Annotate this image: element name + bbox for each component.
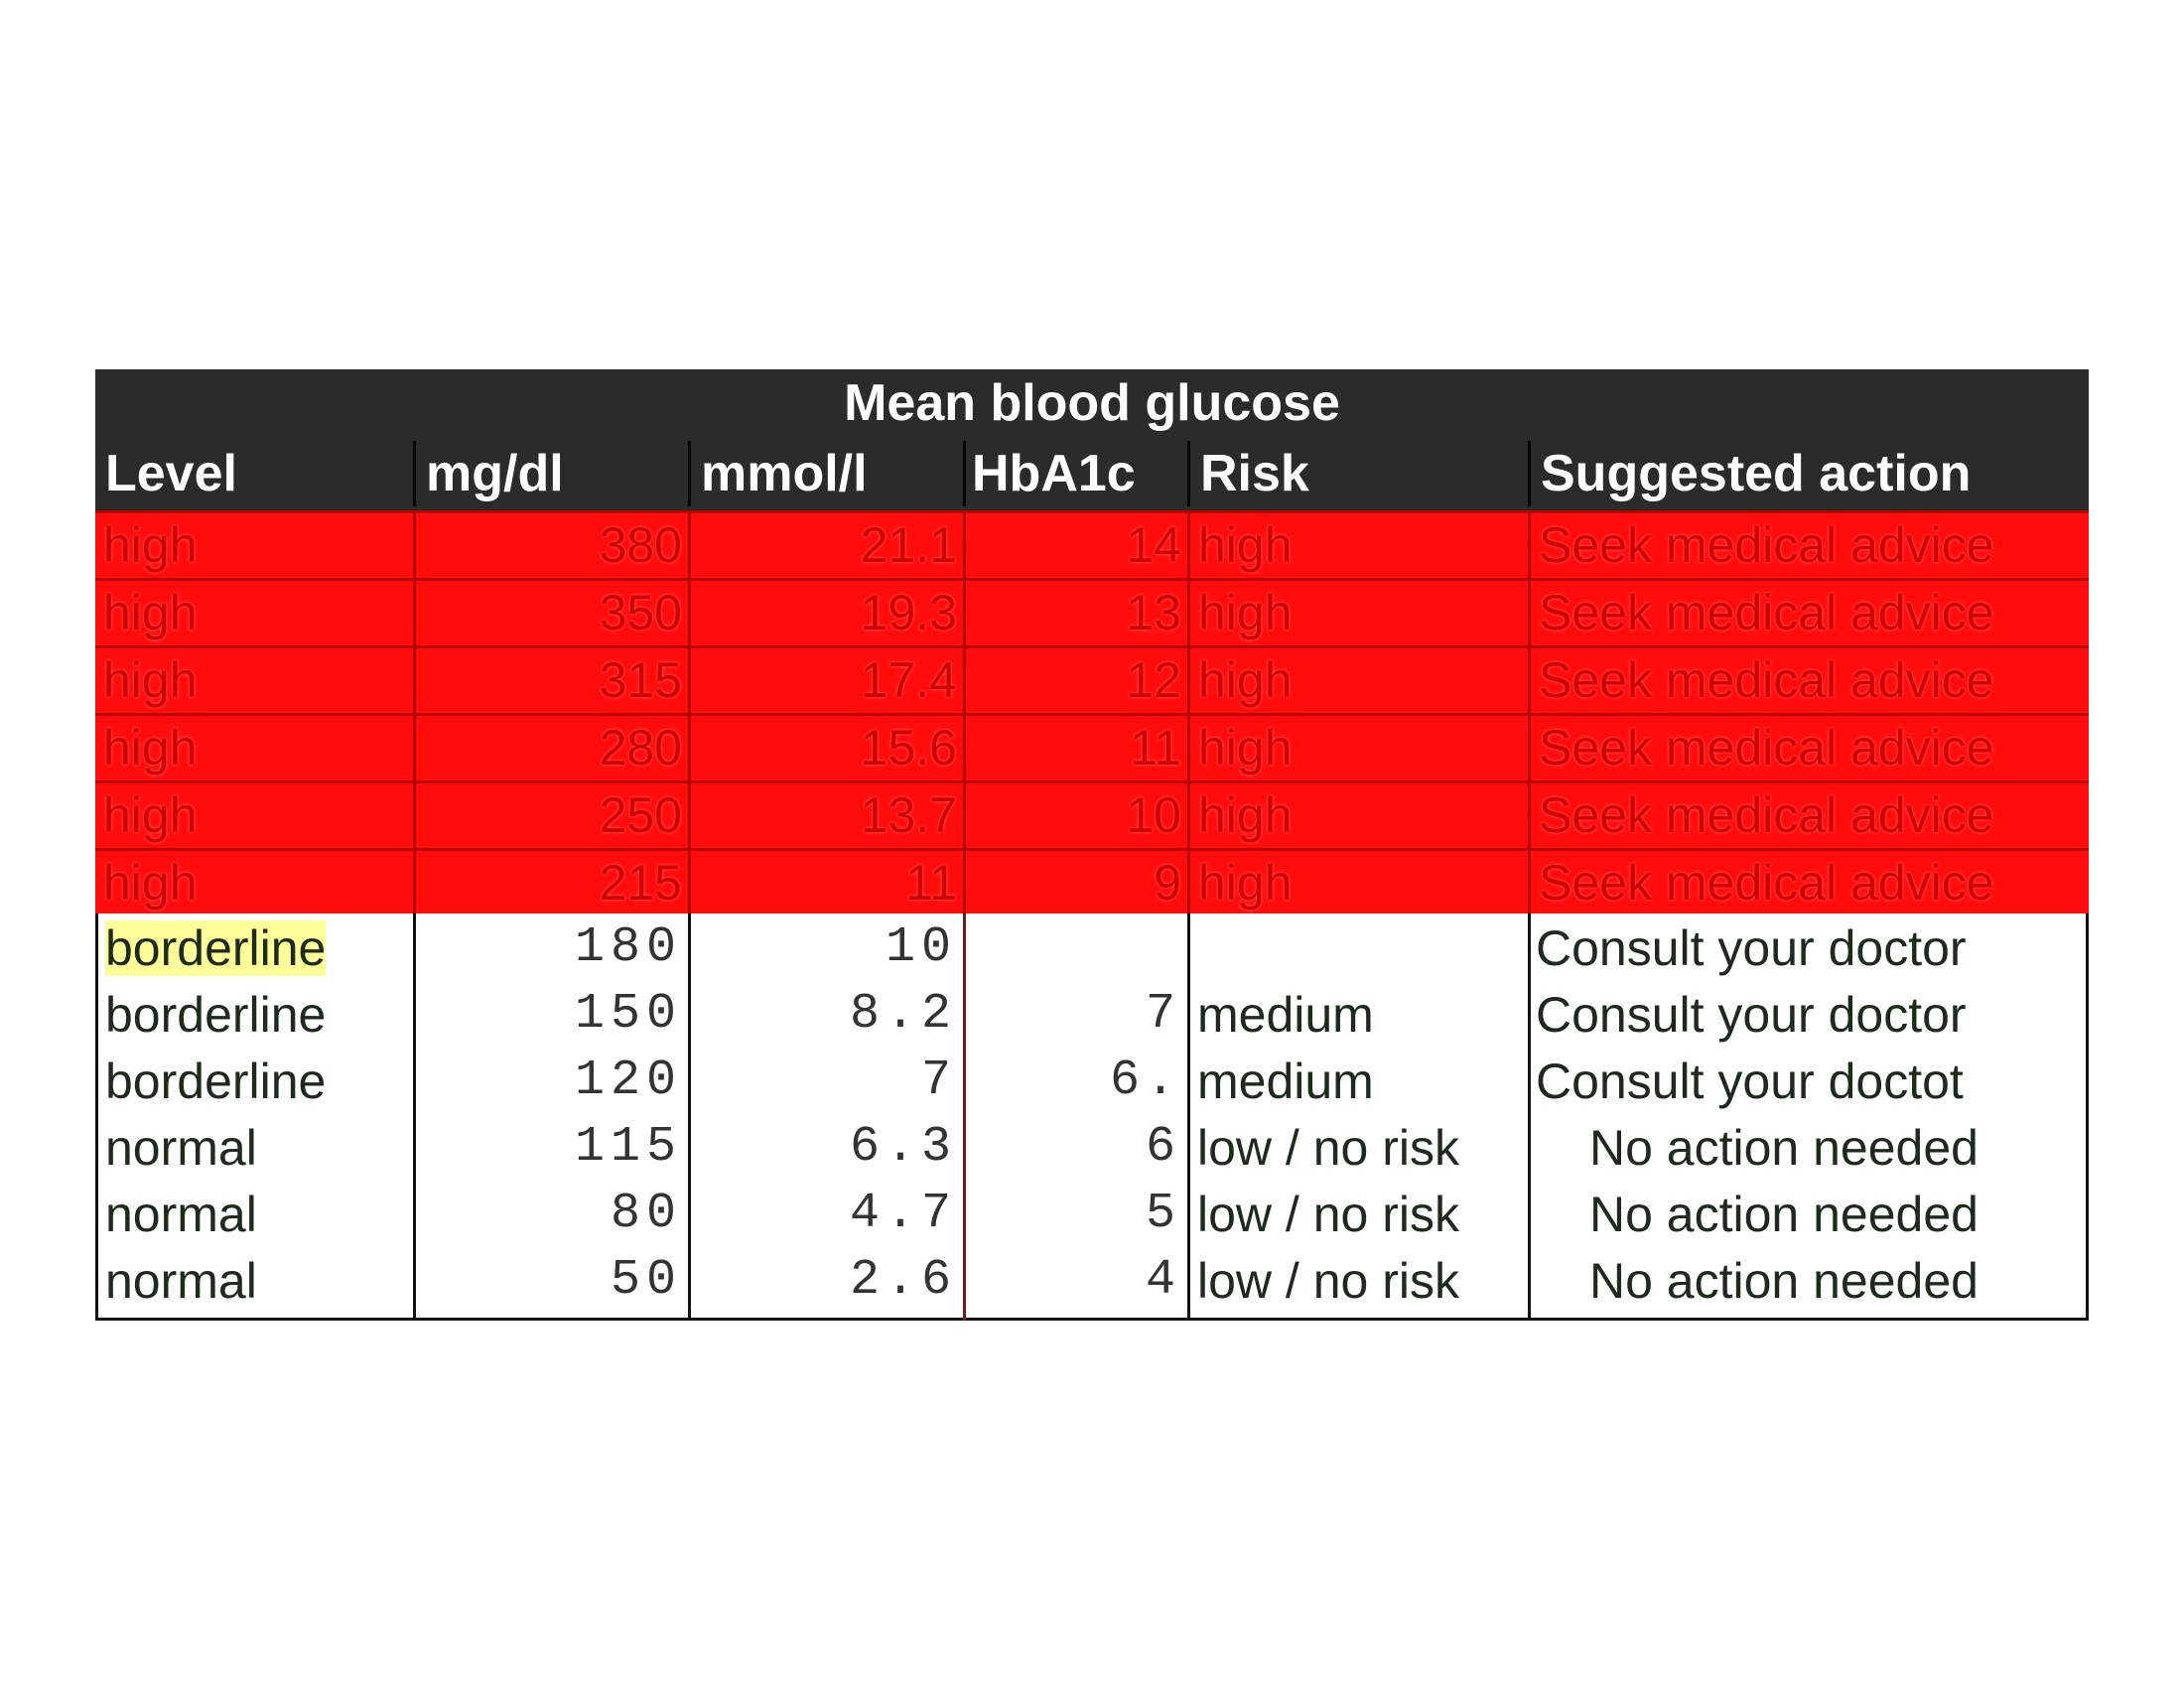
cell-mmol: 7 — [920, 1053, 957, 1109]
table-row — [95, 780, 2089, 848]
cell-mgdl: 250 — [413, 783, 688, 848]
header-risk: Risk — [1187, 441, 1528, 506]
cell-action: Consult your doctot — [1536, 1054, 1964, 1109]
table-row — [95, 915, 2089, 981]
cell-mmol: 11 — [688, 851, 963, 915]
cell-mmol: 2.6 — [849, 1252, 957, 1309]
cell-action: Seek medical advice — [1528, 851, 2089, 915]
cell-level: high — [103, 720, 198, 775]
cell-level: high — [103, 652, 198, 708]
cell-mmol: 6.3 — [849, 1119, 957, 1176]
cell-risk: high — [1187, 783, 1528, 848]
cell-level — [95, 915, 413, 981]
cell-risk: low / no risk — [1197, 1120, 1459, 1176]
table-row — [95, 510, 2089, 578]
cell-mgdl: 380 — [413, 513, 688, 578]
cell-mgdl: 115 — [574, 1119, 682, 1176]
cell-risk: high — [1187, 513, 1528, 578]
table-row — [95, 1182, 2089, 1247]
header-hba1c: HbA1c — [963, 441, 1187, 506]
cell-mmol: 8.2 — [849, 986, 957, 1043]
cell-mgdl: 315 — [413, 648, 688, 713]
cell-mgdl: 215 — [413, 851, 688, 915]
cell-level — [95, 1182, 413, 1247]
cell-mgdl: 150 — [574, 986, 682, 1043]
cell-hba1c: 5 — [1145, 1186, 1181, 1242]
cell-mgdl: 50 — [610, 1252, 682, 1309]
level-text: normal — [105, 1187, 257, 1242]
cell-mgdl: 80 — [610, 1186, 682, 1242]
cell-mmol: 13.7 — [688, 783, 963, 848]
cell-action: Seek medical advice — [1528, 581, 2089, 645]
cell-hba1c: 10 — [963, 783, 1187, 848]
table-row — [95, 645, 2089, 713]
header-level: Level — [105, 445, 237, 502]
cell-risk: high — [1187, 581, 1528, 645]
cell-hba1c: 13 — [963, 581, 1187, 645]
cell-level: high — [103, 787, 198, 843]
cell-level — [95, 1049, 413, 1114]
table-title: Mean blood glucose — [95, 369, 2089, 437]
table-row — [95, 1248, 2089, 1314]
cell-mgdl: 180 — [574, 919, 682, 976]
header-mgdl: mg/dl — [413, 441, 688, 506]
cell-mgdl: 120 — [574, 1053, 682, 1109]
cell-risk: low / no risk — [1197, 1187, 1459, 1242]
cell-hba1c: 7 — [1145, 986, 1181, 1043]
cell-mmol: 17.4 — [688, 648, 963, 713]
cell-risk: medium — [1197, 1054, 1374, 1109]
level-text: normal — [105, 1120, 257, 1176]
header-mmol: mmol/l — [688, 441, 963, 506]
cell-risk: high — [1187, 648, 1528, 713]
cell-level — [95, 1115, 413, 1181]
cell-hba1c — [963, 915, 1187, 981]
cell-action: Seek medical advice — [1528, 716, 2089, 780]
table-row — [95, 1049, 2089, 1114]
cell-risk: high — [1187, 851, 1528, 915]
cell-risk: high — [1187, 716, 1528, 780]
level-text: normal — [105, 1253, 257, 1309]
glucose-table — [95, 369, 2089, 1321]
cell-risk: medium — [1197, 987, 1374, 1043]
cell-mgdl: 350 — [413, 581, 688, 645]
cell-mmol: 21.1 — [688, 513, 963, 578]
cell-mgdl: 280 — [413, 716, 688, 780]
cell-level — [95, 982, 413, 1048]
cell-level: high — [103, 855, 198, 911]
cell-action: No action needed — [1589, 1253, 1979, 1309]
table-row — [95, 982, 2089, 1048]
table-row — [95, 1115, 2089, 1181]
cell-level: high — [103, 517, 198, 573]
cell-mmol: 4.7 — [849, 1186, 957, 1242]
cell-hba1c: 14 — [963, 513, 1187, 578]
cell-risk — [1187, 915, 1528, 981]
cell-risk: low / no risk — [1197, 1253, 1459, 1309]
cell-action: Seek medical advice — [1528, 513, 2089, 578]
table-row — [95, 578, 2089, 645]
cell-action: Consult your doctor — [1536, 987, 1967, 1043]
cell-hba1c: 11 — [963, 716, 1187, 780]
cell-mmol: 19.3 — [688, 581, 963, 645]
cell-level: high — [103, 585, 198, 640]
cell-action: No action needed — [1589, 1187, 1979, 1242]
level-text: borderline — [105, 920, 327, 976]
table-row — [95, 713, 2089, 780]
table-row — [95, 848, 2089, 915]
cell-hba1c: 9 — [963, 851, 1187, 915]
cell-hba1c: 6. — [1109, 1053, 1181, 1109]
cell-action: Seek medical advice — [1528, 783, 2089, 848]
cell-hba1c: 4 — [1145, 1252, 1181, 1309]
header-action: Suggested action — [1528, 441, 2089, 506]
cell-action: No action needed — [1589, 1120, 1979, 1176]
cell-mmol: 10 — [885, 919, 957, 976]
header-row — [95, 437, 2089, 510]
cell-level — [95, 1248, 413, 1314]
cell-action: Consult your doctor — [1536, 920, 1967, 976]
level-text: borderline — [105, 1054, 327, 1109]
cell-hba1c: 12 — [963, 648, 1187, 713]
cell-action: Seek medical advice — [1528, 648, 2089, 713]
level-text: borderline — [105, 987, 327, 1043]
cell-mmol: 15.6 — [688, 716, 963, 780]
cell-hba1c: 6 — [1145, 1119, 1181, 1176]
